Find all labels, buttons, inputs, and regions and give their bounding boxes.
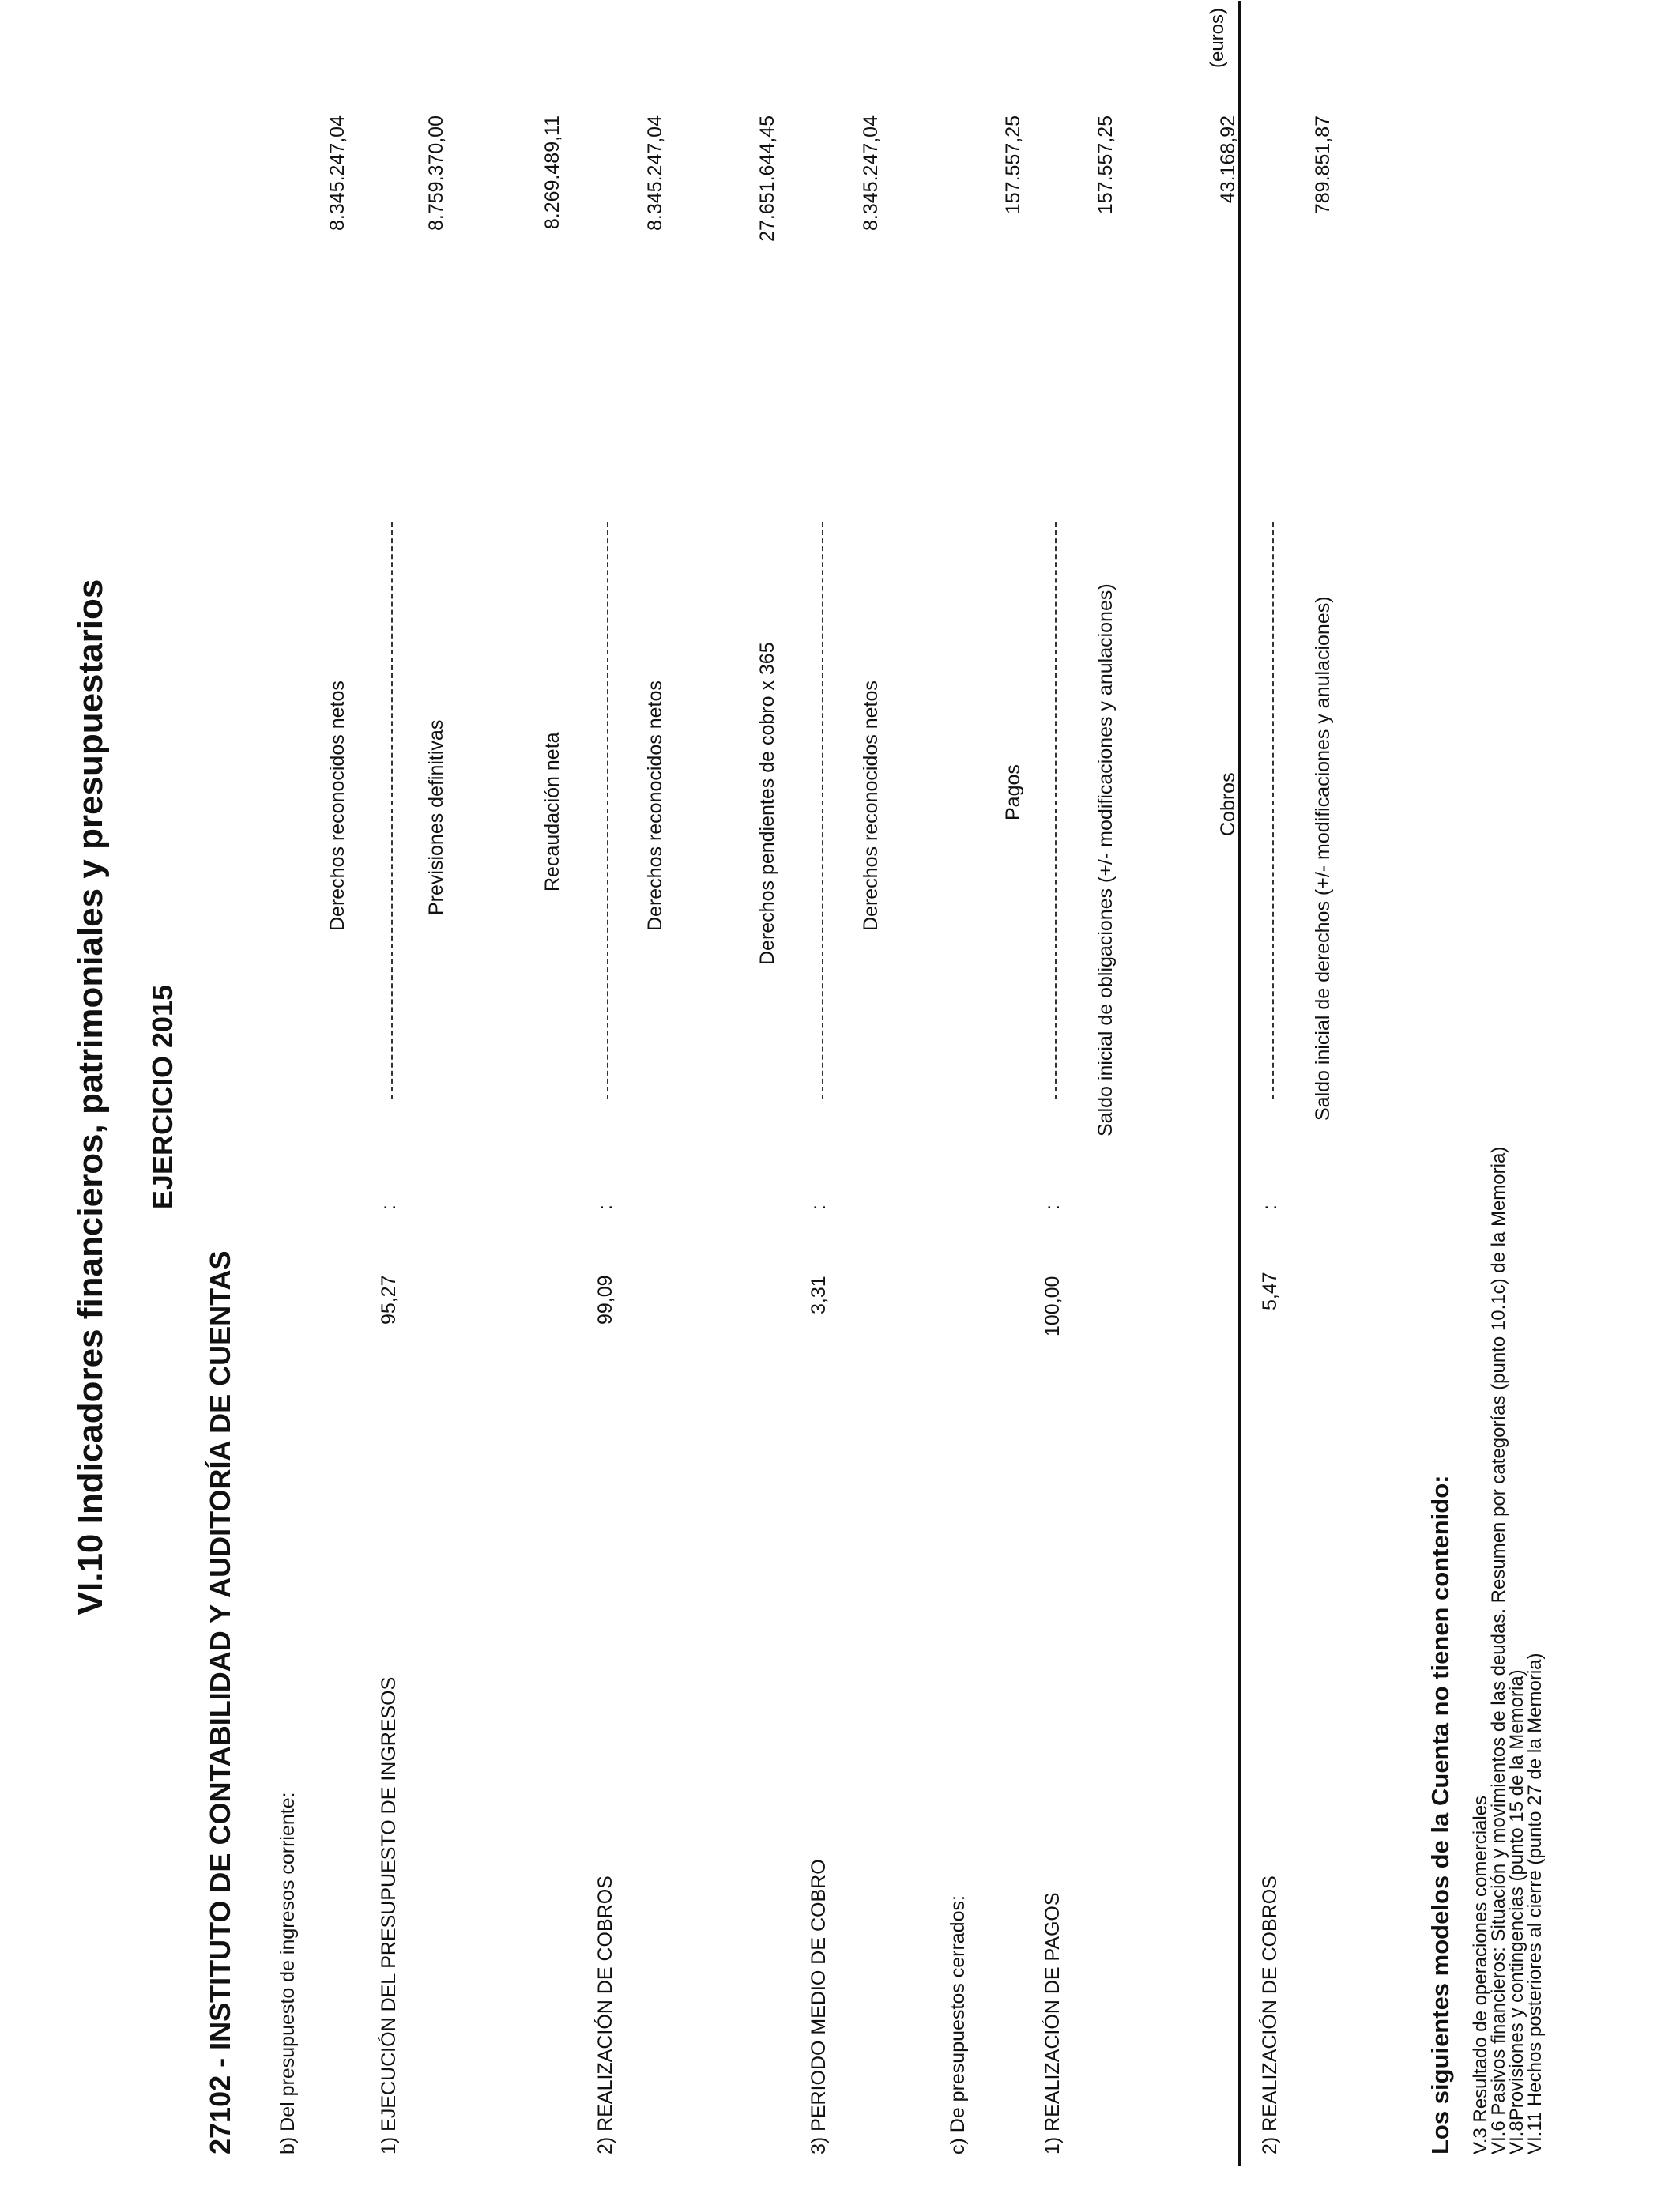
row-label: 1) REALIZACIÓN DE PAGOS	[1042, 1892, 1064, 2154]
ratio-colon: :	[378, 1204, 400, 1210]
right-margin-rule	[1238, 1, 1241, 2166]
row-label: 2) REALIZACIÓN DE COBROS	[1259, 1875, 1281, 2154]
ratio-value: 95,27	[378, 1275, 400, 1325]
numerator-label: Derechos reconocidos netos	[326, 680, 348, 931]
denominator-label: Saldo inicial de obligaciones (+/- modificaciones y anulaciones)	[1094, 583, 1117, 1137]
denominator-value: 789.851,87	[1312, 115, 1334, 215]
empty-model-item: VI.6 Pasivos financieros: Situación y movimientos de las deudas. Resumen por categorías (punto 10.1c) de la Memoria)	[1488, 1146, 1509, 2154]
denominator-value: 157.557,25	[1094, 115, 1117, 215]
ratio-value: 5,47	[1259, 1272, 1281, 1310]
fraction-line	[607, 522, 608, 1099]
section-c-heading: c) De presupuestos cerrados:	[947, 1895, 969, 2154]
fraction-line	[822, 522, 823, 1099]
fiscal-year-heading: EJERCICIO 2015	[146, 984, 179, 1210]
numerator-label: Pagos	[1002, 764, 1024, 820]
numerator-label: Recaudación neta	[541, 732, 563, 892]
numerator-value: 157.557,25	[1002, 115, 1024, 215]
fraction-line	[1272, 522, 1274, 1099]
entity-heading: 27102 - INSTITUTO DE CONTABILIDAD Y AUDITORÍA DE CUENTAS	[204, 1250, 236, 2154]
denominator-label: Derechos reconocidos netos	[860, 680, 882, 931]
empty-model-item: VI.11 Hechos posteriores al cierre (punto 27 de la Memoria)	[1524, 1653, 1546, 2154]
empty-model-item: VI.8Provisiones y contingencias (punto 15 de la Memoria)	[1506, 1669, 1527, 2154]
ratio-colon: :	[1042, 1204, 1064, 1210]
fraction-line	[391, 522, 393, 1099]
numerator-value: 43.168,92	[1217, 115, 1239, 204]
denominator-label: Saldo inicial de derechos (+/- modificaciones y anulaciones)	[1312, 596, 1334, 1121]
ratio-colon: :	[808, 1204, 830, 1210]
denominator-label: Previsiones definitivas	[425, 719, 447, 915]
page-title: VI.10 Indicadores financieros, patrimoniales y presupuestarios	[71, 579, 110, 1615]
row-label: 2) REALIZACIÓN DE COBROS	[594, 1875, 616, 2154]
ratio-value: 100,00	[1042, 1276, 1064, 1336]
numerator-value: 8.269.489,11	[541, 115, 563, 230]
ratio-value: 99,09	[594, 1275, 616, 1325]
row-label: 1) EJECUCIÓN DEL PRESUPUESTO DE INGRESOS	[378, 1676, 400, 2154]
numerator-value: 8.345.247,04	[326, 115, 348, 231]
denominator-value: 8.345.247,04	[644, 115, 666, 231]
row-label: 3) PERIODO MEDIO DE COBRO	[808, 1859, 830, 2154]
ratio-colon: :	[594, 1204, 616, 1210]
fraction-line	[1055, 522, 1057, 1099]
numerator-value: 27.651.644,45	[756, 115, 778, 242]
denominator-label: Derechos reconocidos netos	[644, 680, 666, 931]
denominator-value: 8.759.370,00	[425, 115, 447, 231]
section-b-heading: b) Del presupuesto de ingresos corriente:	[277, 1792, 299, 2154]
numerator-label: Derechos pendientes de cobro x 365	[756, 642, 778, 965]
numerator-label: Cobros	[1217, 772, 1239, 836]
empty-model-item: V.3 Resultado de operaciones comerciales	[1470, 1795, 1491, 2154]
empty-models-heading: Los siguientes modelos de la Cuenta no tienen contenido:	[1426, 1475, 1454, 2154]
ratio-colon: :	[1259, 1204, 1281, 1210]
currency-unit: (euros)	[1207, 7, 1228, 68]
denominator-value: 8.345.247,04	[860, 115, 882, 231]
ratio-value: 3,31	[808, 1276, 830, 1314]
